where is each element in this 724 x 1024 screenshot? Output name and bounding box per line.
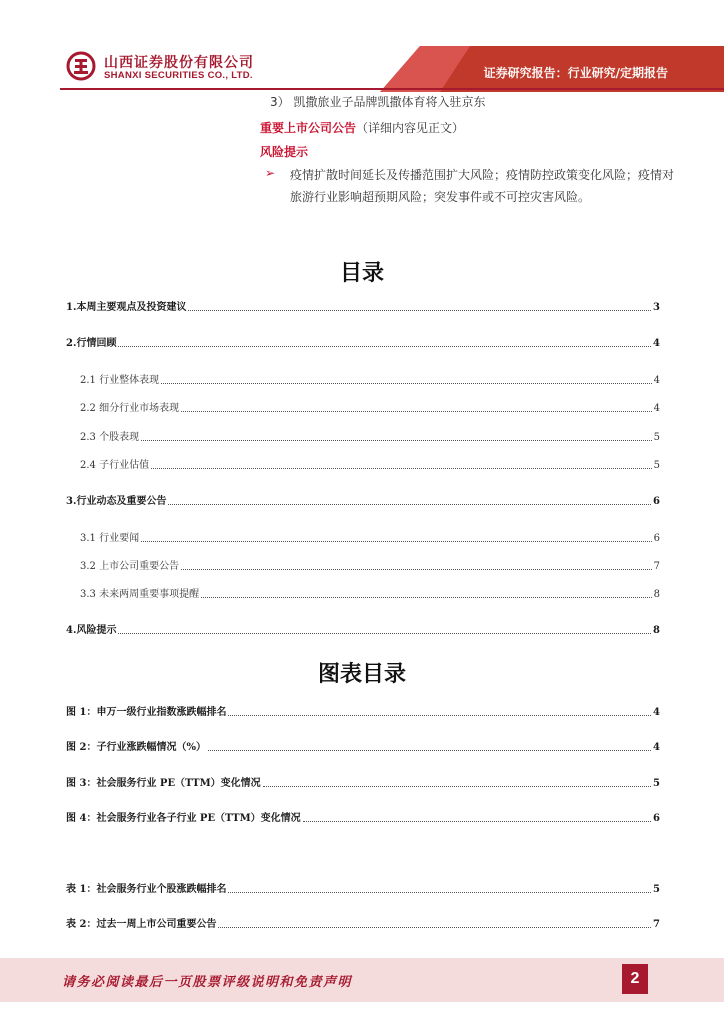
- toc-entry[interactable]: [80, 458, 660, 472]
- figure-entry[interactable]: [66, 811, 660, 825]
- toc-entry-page: 4: [653, 375, 660, 386]
- table-entry-page: 7: [653, 919, 660, 930]
- figure-entry[interactable]: [66, 740, 660, 754]
- dot-leader: [228, 714, 651, 716]
- dot-leader: [181, 568, 652, 570]
- toc-entry-page: 8: [653, 589, 660, 600]
- dot-leader: [201, 596, 652, 598]
- figure-entry-label: 图 3：社会服务行业 PE（TTM）变化情况: [66, 778, 261, 789]
- dot-leader: [141, 439, 652, 441]
- figure-entry-label: 图 4：社会服务行业各子行业 PE（TTM）变化情况: [66, 813, 301, 824]
- dot-leader: [303, 820, 651, 822]
- dot-leader: [228, 891, 651, 893]
- report-type-label: 证券研究报告：行业研究/定期报告: [483, 66, 668, 80]
- toc-entry-label: 2.2 细分行业市场表现: [80, 403, 180, 414]
- toc-entry[interactable]: [66, 623, 660, 637]
- figure-entry-page: 4: [653, 707, 660, 718]
- toc-entry-label: 2.行情回顾: [66, 338, 117, 349]
- dot-leader: [218, 926, 651, 928]
- toc-entry-page: 4: [653, 403, 660, 414]
- toc-entry[interactable]: [80, 401, 660, 415]
- toc-entry-label: 3.1 行业要闻: [80, 533, 140, 544]
- announcement-heading-label: 重要上市公司公告: [260, 121, 357, 135]
- figure-entry[interactable]: [66, 776, 660, 790]
- announcement-heading: [260, 119, 464, 136]
- risk-heading: 风险提示: [260, 145, 309, 159]
- summary-item-3: 3） 凯撒旅业子品牌凯撒体育将入驻京东: [270, 95, 486, 109]
- table-entry-page: 5: [653, 884, 660, 895]
- figure-entry-page: 4: [653, 742, 660, 753]
- figure-entry[interactable]: [66, 705, 660, 719]
- toc-entry-label: 3.2 上市公司重要公告: [80, 561, 180, 572]
- toc-entry-page: 5: [653, 460, 660, 471]
- dot-leader: [161, 382, 652, 384]
- arrow-bullet-icon: ➢: [265, 166, 276, 180]
- toc-entry-page: 5: [653, 432, 660, 443]
- toc-entry-label: 2.1 行业整体表现: [80, 375, 160, 386]
- toc-entry-label: 4.风险提示: [66, 625, 117, 636]
- table-entry-label: 表 2：过去一周上市公司重要公告: [66, 919, 217, 930]
- toc-entry-label: 2.4 子行业估值: [80, 460, 150, 471]
- toc-entry-page: 6: [653, 533, 660, 544]
- toc-entry-label: 3.3 未来两周重要事项提醒: [80, 589, 200, 600]
- toc-entry-page: 8: [653, 625, 660, 636]
- dot-leader: [118, 632, 651, 634]
- dot-leader: [151, 467, 652, 469]
- dot-leader: [141, 540, 652, 542]
- toc-entry[interactable]: [66, 336, 660, 350]
- announcement-note: （详细内容见正文）: [356, 121, 465, 135]
- toc-entry-label: 2.3 个股表现: [80, 432, 140, 443]
- disclaimer-notice: 请务必阅读最后一页股票评级说明和免责声明: [62, 975, 353, 990]
- toc-entry-label: 1.本周主要观点及投资建议: [66, 302, 187, 313]
- dot-leader: [168, 503, 651, 505]
- page-number: 2: [622, 964, 648, 994]
- toc-entry[interactable]: [80, 559, 660, 573]
- company-name-cn: 山西证券股份有限公司: [104, 55, 254, 71]
- table-entry[interactable]: [66, 882, 660, 896]
- figures-toc-title: 图表目录: [317, 662, 406, 687]
- table-entry-label: 表 1：社会服务行业个股涨跌幅排名: [66, 884, 227, 895]
- toc-entry-page: 3: [653, 302, 660, 313]
- toc-entry-page: 7: [653, 561, 660, 572]
- toc-entry[interactable]: [66, 494, 660, 508]
- figure-entry-label: 图 2：子行业涨跌幅情况（%）: [66, 742, 206, 753]
- dot-leader: [263, 785, 651, 787]
- header-divider: [60, 88, 724, 90]
- risk-text: 疫情扩散时间延长及传播范围扩大风险；疫情防控政策变化风险；疫情对旅游行业影响超预期风险；突发事件或不可控灾害风险。: [290, 168, 675, 204]
- figure-entry-label: 图 1：申万一级行业指数涨跌幅排名: [66, 707, 227, 718]
- dot-leader: [208, 749, 651, 751]
- figure-entry-page: 5: [653, 778, 660, 789]
- dot-leader: [118, 345, 651, 347]
- toc-entry-page: 6: [653, 496, 660, 507]
- toc-entry[interactable]: [80, 587, 660, 601]
- company-name-en: SHANXI SECURITIES CO., LTD.: [104, 70, 253, 81]
- toc-entry-page: 4: [653, 338, 660, 349]
- toc-entry[interactable]: [80, 373, 660, 387]
- dot-leader: [181, 410, 652, 412]
- toc-entry[interactable]: [80, 430, 660, 444]
- toc-entry[interactable]: [66, 300, 660, 314]
- toc-entry[interactable]: [80, 531, 660, 545]
- toc-entry-label: 3.行业动态及重要公告: [66, 496, 167, 507]
- figure-entry-page: 6: [653, 813, 660, 824]
- dot-leader: [188, 309, 651, 311]
- toc-title: 目录: [339, 261, 384, 286]
- company-logo-icon: [66, 51, 96, 81]
- page-header: [0, 0, 724, 100]
- table-entry[interactable]: [66, 917, 660, 931]
